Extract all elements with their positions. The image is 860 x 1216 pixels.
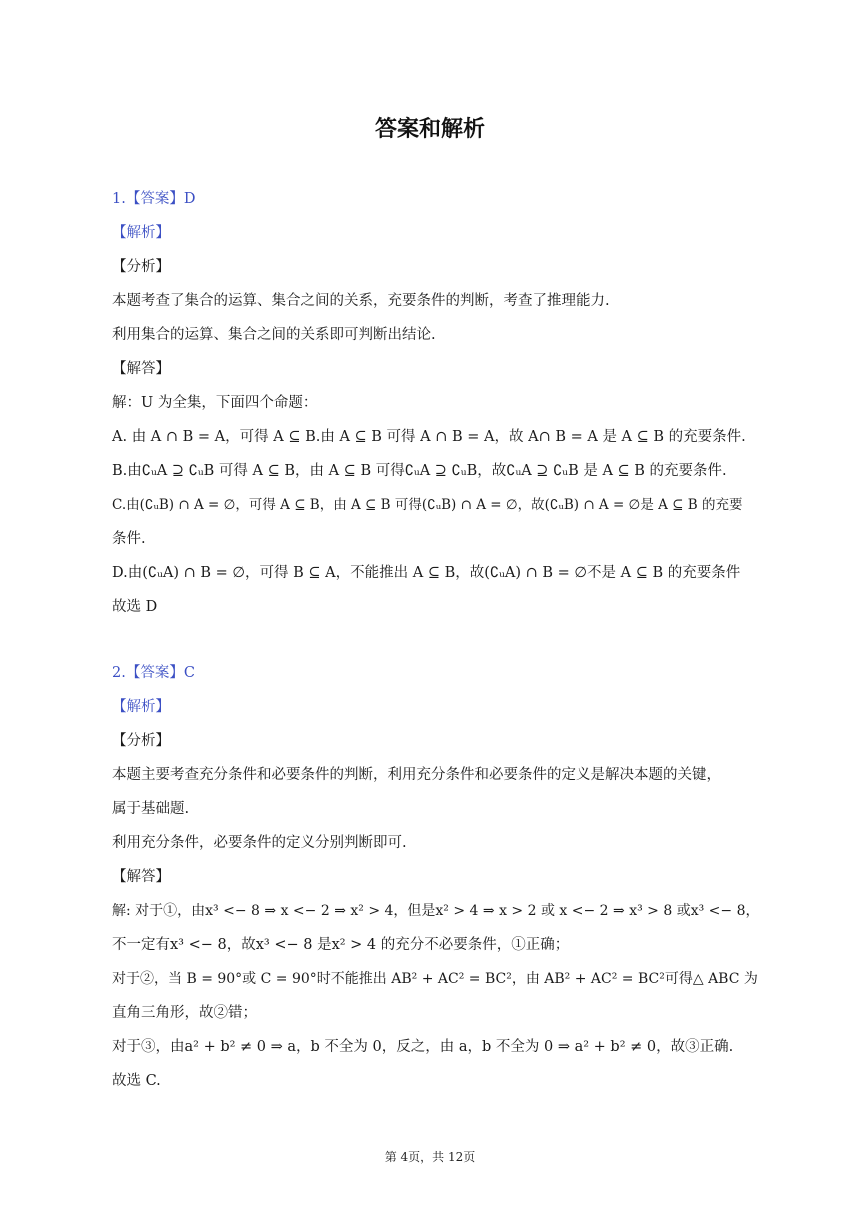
q2-analysis-tag: 【解析】 (112, 699, 170, 715)
q2-answer-line: 2.【答案】C (112, 665, 195, 681)
q1-fenxi-tag: 【分析】 (112, 259, 170, 275)
q1-fenxi-text-1: 本题考查了集合的运算、集合之间的关系，充要条件的判断，考查了推理能力. (112, 293, 610, 309)
q1-fenxi-text-2: 利用集合的运算、集合之间的关系即可判断出结论. (112, 327, 436, 343)
q1-solution-intro: 解：U 为全集，下面四个命题： (112, 395, 318, 411)
q2-fenxi-text-1: 本题主要考查充分条件和必要条件的判断，利用充分条件和必要条件的定义是解决本题的关键， (112, 767, 721, 783)
q1-solution-c-line2: 条件. (112, 531, 146, 547)
q1-conclusion: 故选 D (112, 599, 158, 615)
q1-solution-b: B.由∁ᵤA ⊇ ∁ᵤB 可得 A ⊆ B，由 A ⊆ B 可得∁ᵤA ⊇ ∁ᵤB，故∁ᵤA ⊇ ∁ᵤB 是 A ⊆ B 的充要条件. (112, 463, 727, 479)
q2-jieda-tag: 【解答】 (112, 869, 170, 885)
q2-solution-3: 对于②，当 B = 90°或 C = 90°时不能推出 AB² + AC² = BC²，由 AB² + AC² = BC²可得△ ABC 为 (112, 971, 758, 987)
page-title: 答案和解析 (374, 117, 485, 142)
q2-solution-5: 对于③，由a² + b² ≠ 0 ⇒ a，b 不全为 0，反之，由 a，b 不全为 0 ⇒ a² + b² ≠ 0，故③正确. (112, 1039, 734, 1055)
q2-solution-1: 解: 对于①，由x³ <− 8 ⇒ x <− 2 ⇒ x² > 4，但是x² > 4 ⇒ x > 2 或 x <− 2 ⇒ x³ > 8 或x³ <− 8， (112, 903, 760, 919)
q1-solution-d: D.由(∁ᵤA) ∩ B = ∅，可得 B ⊆ A，不能推出 A ⊆ B，故(∁ᵤA) ∩ B = ∅不是 A ⊆ B 的充要条件 (112, 565, 741, 581)
q2-fenxi-tag: 【分析】 (112, 733, 170, 749)
q1-jieda-tag: 【解答】 (112, 361, 170, 377)
page-footer: 第 4页，共 12页 (384, 1150, 476, 1164)
q2-fenxi-text-3: 利用充分条件，必要条件的定义分别判断即可. (112, 835, 407, 851)
q1-solution-a: A. 由 A ∩ B = A，可得 A ⊆ B.由 A ⊆ B 可得 A ∩ B = A，故 A∩ B = A 是 A ⊆ B 的充要条件. (112, 429, 746, 445)
q2-solution-2: 不一定有x³ <− 8，故x³ <− 8 是x² > 4 的充分不必要条件，①正确； (112, 937, 570, 953)
q1-answer-line: 1.【答案】D (112, 191, 196, 207)
q2-fenxi-text-2: 属于基础题. (112, 801, 190, 817)
q2-conclusion: 故选 C. (112, 1073, 161, 1089)
q1-solution-c-line1: C.由(∁ᵤB) ∩ A = ∅，可得 A ⊆ B，由 A ⊆ B 可得(∁ᵤB) ∩ A = ∅，故(∁ᵤB) ∩ A = ∅是 A ⊆ B 的充要 (112, 497, 743, 513)
q1-analysis-tag: 【解析】 (112, 225, 170, 241)
q2-solution-4: 直角三角形，故②错； (112, 1005, 257, 1021)
